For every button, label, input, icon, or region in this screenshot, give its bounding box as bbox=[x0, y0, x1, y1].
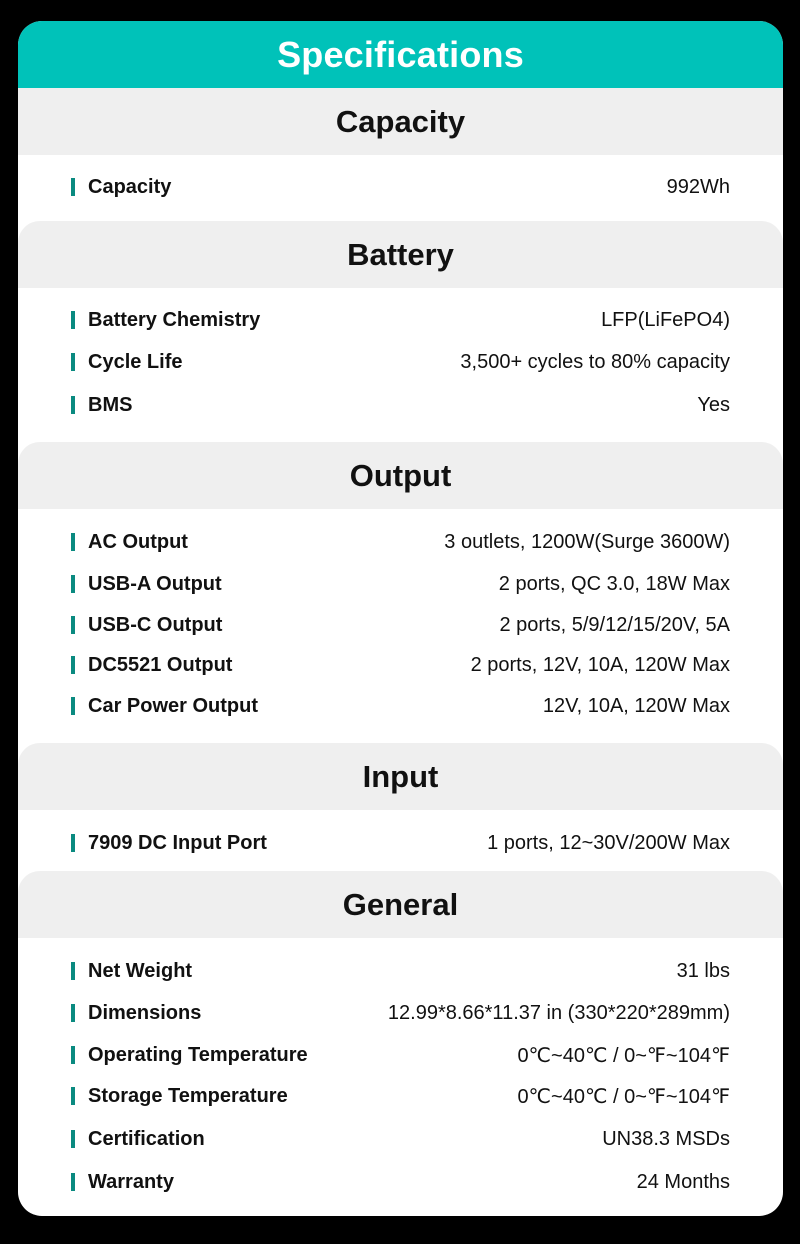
accent-bar bbox=[71, 962, 75, 980]
spec-row bbox=[71, 172, 730, 202]
spec-label: Operating Temperature bbox=[88, 1043, 308, 1066]
spec-row bbox=[71, 569, 730, 599]
section-heading-general: General bbox=[18, 871, 783, 938]
spec-value: 31 lbs bbox=[676, 959, 730, 982]
accent-bar bbox=[71, 1087, 75, 1105]
accent-bar bbox=[71, 575, 75, 593]
spec-value: 2 ports, 5/9/12/15/20V, 5A bbox=[499, 613, 730, 636]
spec-label: Certification bbox=[88, 1127, 205, 1150]
accent-bar bbox=[71, 834, 75, 852]
spec-value: 0℃~40℃ / 0~℉~104℉ bbox=[517, 1044, 730, 1067]
spec-row bbox=[71, 956, 730, 986]
spec-row bbox=[71, 610, 730, 640]
spec-value: 2 ports, 12V, 10A, 120W Max bbox=[470, 653, 730, 676]
accent-bar bbox=[71, 1173, 75, 1191]
spec-value: LFP(LiFePO4) bbox=[601, 308, 730, 331]
spec-label: Cycle Life bbox=[88, 350, 183, 373]
spec-value: Yes bbox=[697, 393, 730, 416]
spec-row bbox=[71, 1124, 730, 1154]
accent-bar bbox=[71, 396, 75, 414]
spec-value: 992Wh bbox=[666, 175, 730, 198]
spec-label: Storage Temperature bbox=[88, 1084, 288, 1107]
spec-card bbox=[18, 21, 783, 1216]
spec-value: 3,500+ cycles to 80% capacity bbox=[460, 350, 730, 373]
spec-label: DC5521 Output bbox=[88, 653, 233, 676]
spec-row bbox=[71, 305, 730, 335]
spec-label: USB-C Output bbox=[88, 613, 223, 636]
spec-row bbox=[71, 390, 730, 420]
spec-value: 3 outlets, 1200W(Surge 3600W) bbox=[444, 530, 730, 553]
spec-label: 7909 DC Input Port bbox=[88, 831, 267, 854]
spec-row bbox=[71, 828, 730, 858]
spec-label: Car Power Output bbox=[88, 694, 259, 717]
spec-row bbox=[71, 691, 730, 721]
spec-row bbox=[71, 650, 730, 680]
section-heading-output: Output bbox=[18, 442, 783, 509]
spec-label: BMS bbox=[88, 393, 133, 416]
spec-value: 2 ports, QC 3.0, 18W Max bbox=[498, 572, 730, 595]
section-heading-input: Input bbox=[18, 743, 783, 810]
accent-bar bbox=[71, 697, 75, 715]
accent-bar bbox=[71, 1046, 75, 1064]
spec-row bbox=[71, 347, 730, 377]
spec-row bbox=[71, 527, 730, 557]
spec-value: UN38.3 MSDs bbox=[602, 1127, 730, 1150]
accent-bar bbox=[71, 311, 75, 329]
accent-bar bbox=[71, 1130, 75, 1148]
accent-bar bbox=[71, 178, 75, 196]
spec-label: USB-A Output bbox=[88, 572, 222, 595]
accent-bar bbox=[71, 616, 75, 634]
section-heading-battery: Battery bbox=[18, 221, 783, 288]
spec-row bbox=[71, 998, 730, 1028]
accent-bar bbox=[71, 656, 75, 674]
section-heading-capacity: Capacity bbox=[18, 88, 783, 155]
page-title: Specifications bbox=[18, 21, 783, 88]
spec-label: Net Weight bbox=[88, 959, 193, 982]
accent-bar bbox=[71, 1004, 75, 1022]
spec-label: Warranty bbox=[88, 1170, 174, 1193]
spec-value: 12V, 10A, 120W Max bbox=[542, 694, 730, 717]
spec-label: Battery Chemistry bbox=[88, 308, 261, 331]
spec-value: 24 Months bbox=[636, 1170, 730, 1193]
spec-value: 0℃~40℃ / 0~℉~104℉ bbox=[517, 1085, 730, 1108]
accent-bar bbox=[71, 353, 75, 371]
spec-label: Dimensions bbox=[88, 1001, 202, 1024]
spec-label: AC Output bbox=[88, 530, 188, 553]
spec-value: 12.99*8.66*11.37 in (330*220*289mm) bbox=[387, 1001, 730, 1024]
spec-row bbox=[71, 1040, 730, 1070]
spec-row bbox=[71, 1167, 730, 1197]
spec-value: 1 ports, 12~30V/200W Max bbox=[487, 831, 730, 854]
spec-row bbox=[71, 1081, 730, 1111]
accent-bar bbox=[71, 533, 75, 551]
spec-label: Capacity bbox=[88, 175, 172, 198]
